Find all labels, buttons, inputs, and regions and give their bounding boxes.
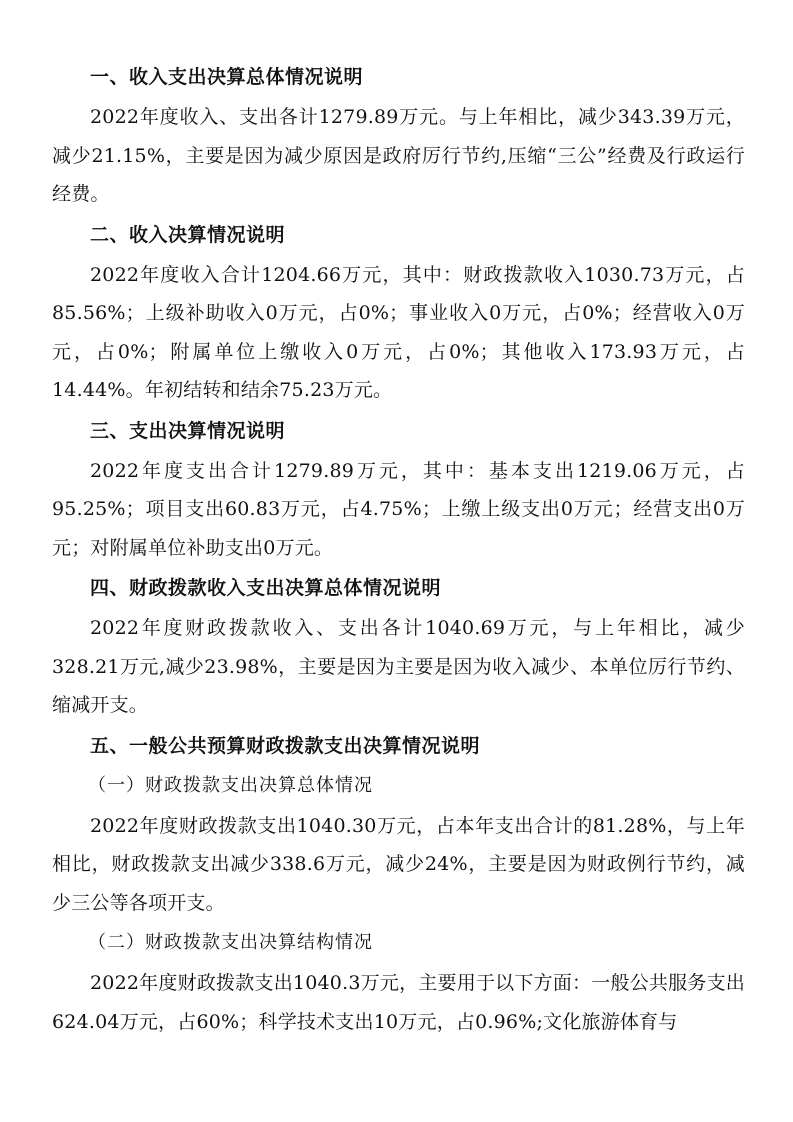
- section-paragraph-1: 2022年度收入、支出各计1279.89万元。与上年相比，减少343.39万元，减少21.15%，主要是因为减少原因是政府厉行节约,压缩“三公”经费及行政运行经费。: [52, 106, 745, 205]
- section-paragraph-3: 2022年度支出合计1279.89万元，其中：基本支出1219.06万元，占95.25%；项目支出60.83万元，占4.75%；上缴上级支出0万元；经营支出0万元；对附属单位补助支出0万元。: [52, 459, 745, 559]
- subsection-heading-2: （二）财政拨款支出决算结构情况: [88, 932, 373, 953]
- section-paragraph-4: 2022年度财政拨款收入、支出各计1040.69万元，与上年相比，减少328.21万元,减少23.98%，主要是因为主要是因为收入减少、本单位厉行节约、缩减开支。: [52, 617, 745, 716]
- subsection-paragraph-1: 2022年度财政拨款支出1040.30万元，占本年支出合计的81.28%，与上年相比，财政拨款支出减少338.6万元，减少24%，主要是因为财政例行节约，减少三公等各项开支。: [52, 814, 745, 914]
- section-paragraph-2: 2022年度收入合计1204.66万元，其中：财政拨款收入1030.73万元，占85.56%；上级补助收入0万元，占0%；事业收入0万元，占0%；经营收入0万元，占0%；附属单位上缴收入0万元，占0%；其他收入173.93万元，占14.44%。年初结转和结余75.23万元。: [52, 263, 745, 401]
- section-heading-5: 五、一般公共预算财政拨款支出决算情况说明: [90, 734, 481, 757]
- subsection-heading-1: （一）财政拨款支出决算总体情况: [88, 774, 373, 796]
- section-heading-3: 三、支出决算情况说明: [90, 419, 286, 442]
- section-heading-4: 四、财政拨款收入支出决算总体情况说明: [90, 577, 442, 599]
- section-heading-1: 一、收入支出决算总体情况说明: [90, 66, 364, 88]
- section-heading-2: 二、收入决算情况说明: [90, 223, 286, 246]
- subsection-paragraph-2: 2022年度财政拨款支出1040.3万元，主要用于以下方面：一般公共服务支出624.04万元，占60%；科学技术支出10万元，占0.96%;文化旅游体育与: [52, 972, 745, 1033]
